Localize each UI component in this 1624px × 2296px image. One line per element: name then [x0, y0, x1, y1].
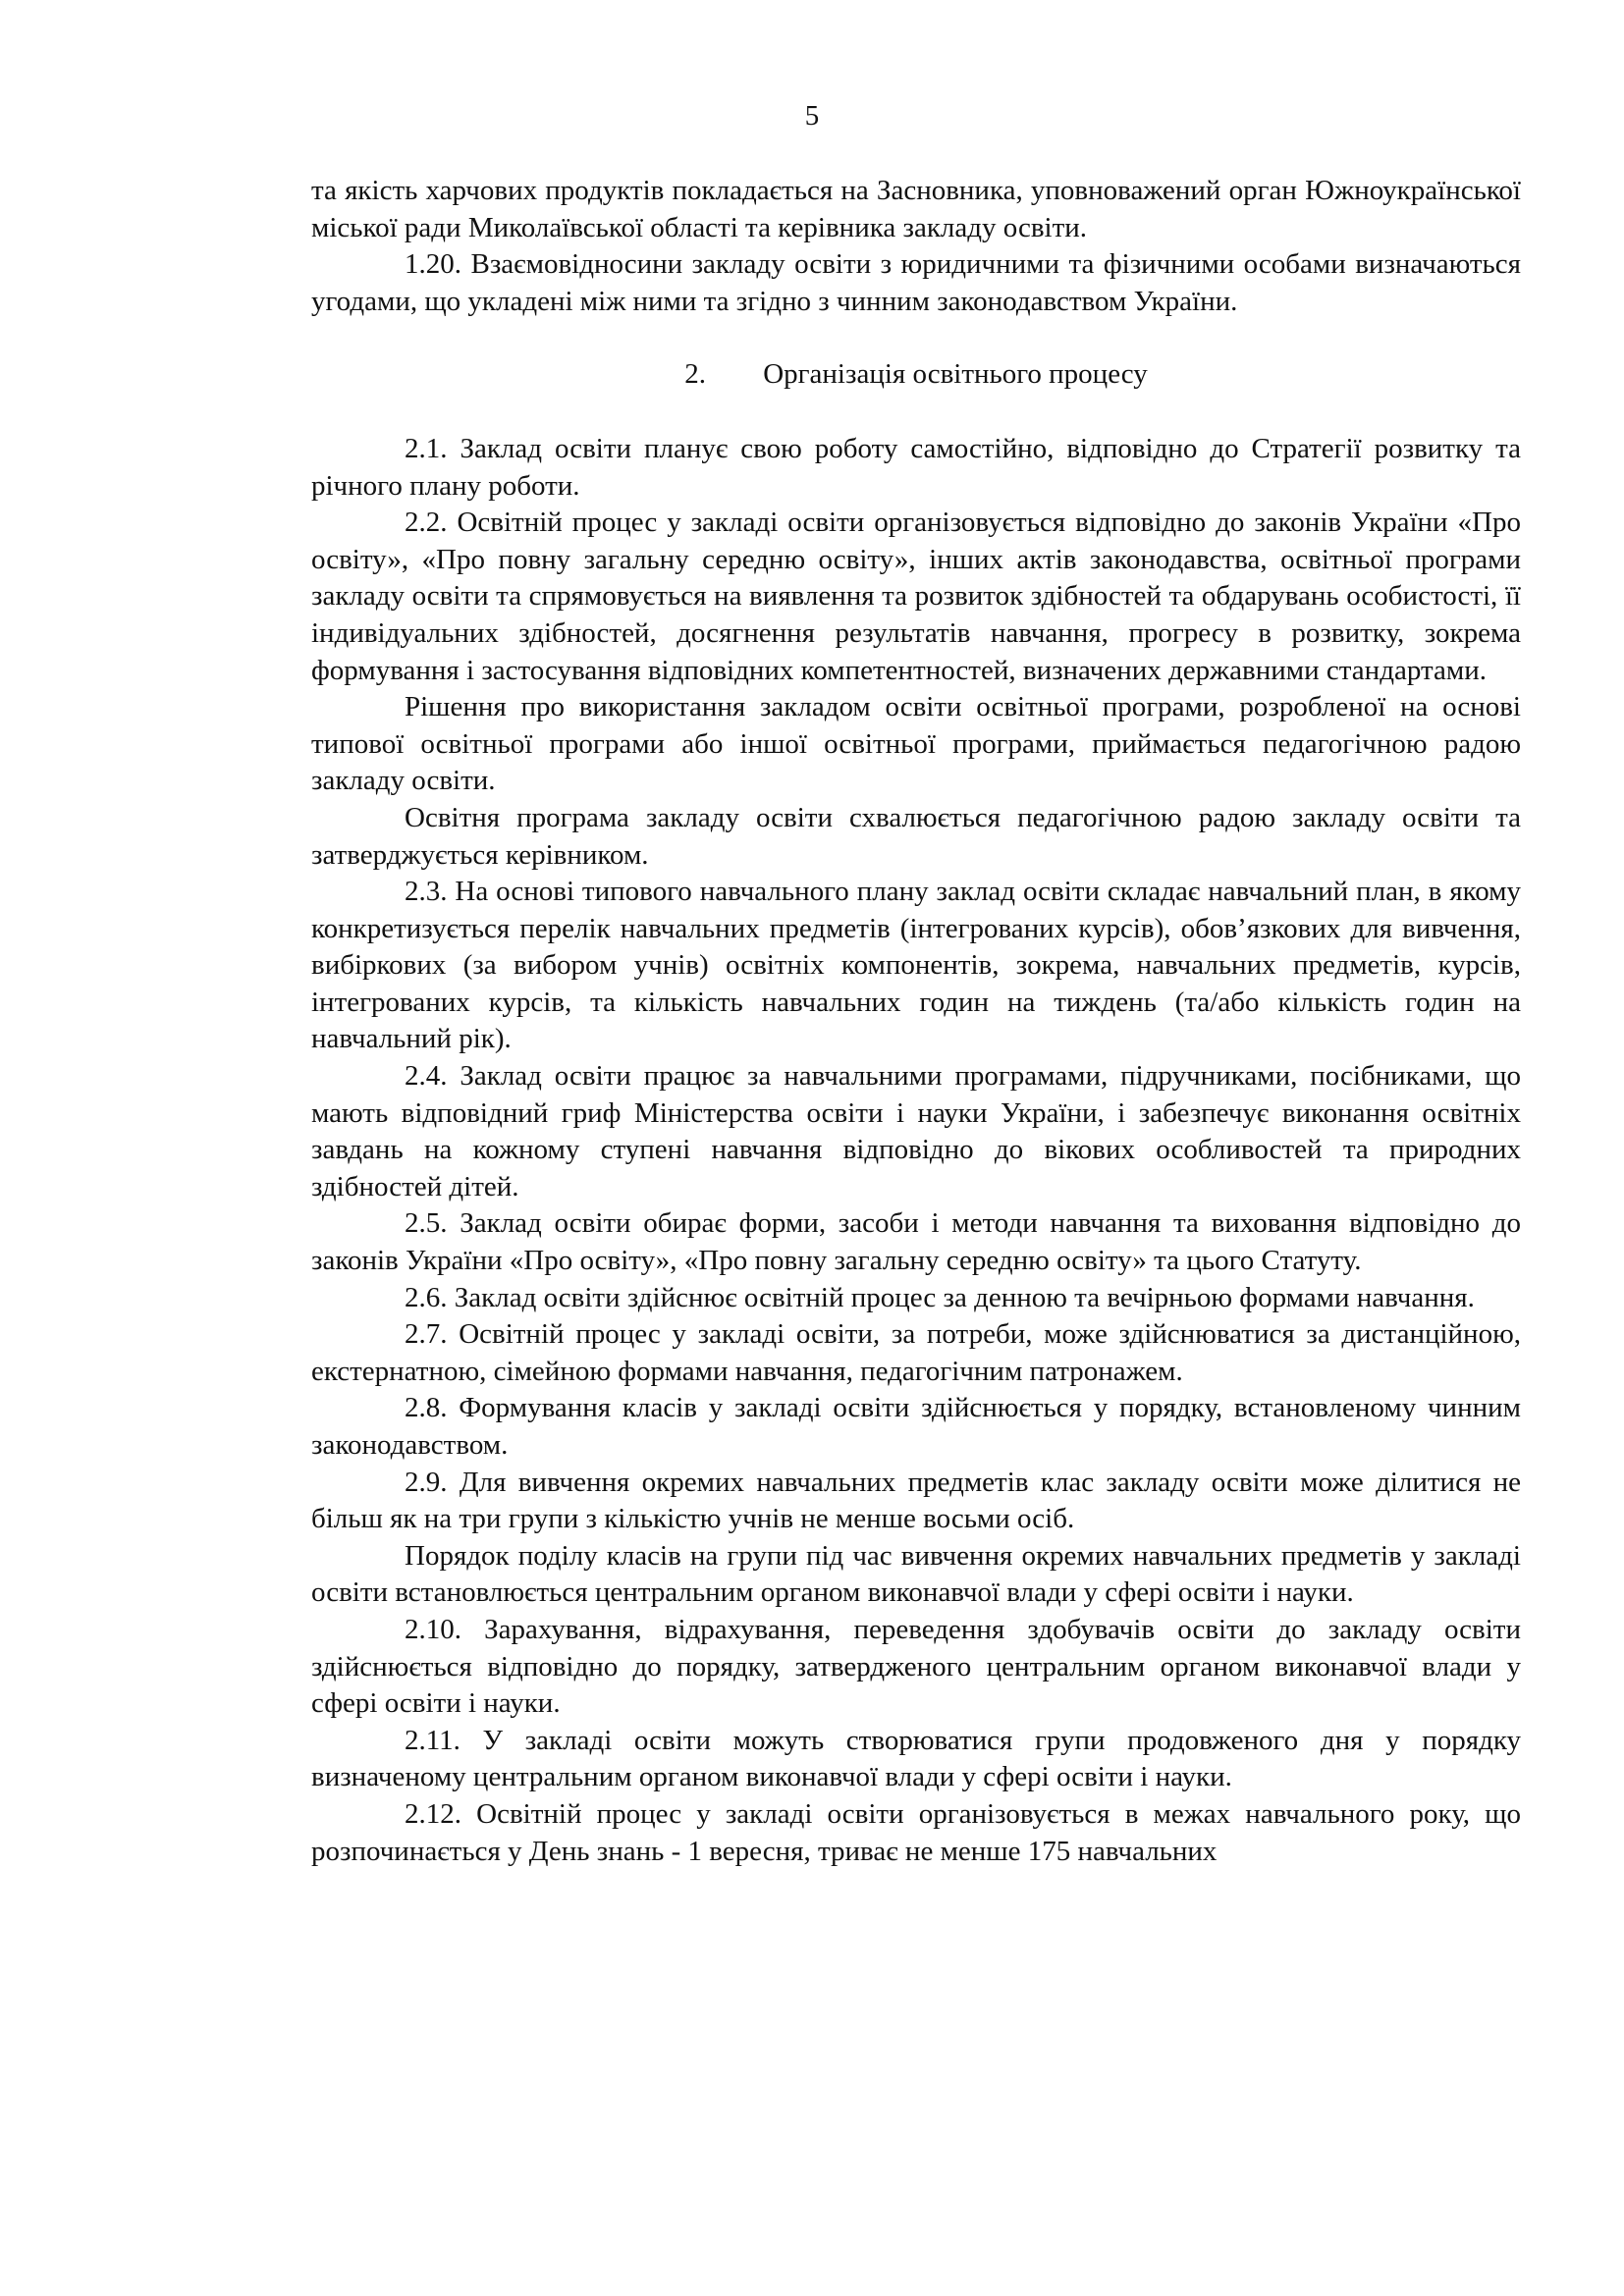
- paragraph: 1.20. Взаємовідносини закладу освіти з юридичними та фізичними особами визначаються угодами, що укладені між ними та згідно з чинним законодавством України.: [311, 248, 1521, 317]
- paragraphs-before-section: [311, 173, 1521, 320]
- paragraph: 2.12. Освітній процес у закладі освіти організовується в межах навчального року, що розпочинається у День знань - 1 вересня, триває не менше 175 навчальних: [311, 1797, 1521, 1867]
- paragraph: та якість харчових продуктів покладається на Засновника, уповноважений орган Южноукраїнської міської ради Миколаївської області та керівника закладу освіти.: [311, 175, 1521, 243]
- paragraph: 2.9. Для вивчення окремих навчальних предметів клас закладу освіти може ділитися не більш як на три групи з кількістю учнів не менше восьми осіб.: [311, 1466, 1521, 1535]
- paragraph: Рішення про використання закладом освіти освітньої програми, розробленої на основі типової освітньої програми або іншої освітньої програми, приймається педагогічною радою закладу освіти.: [311, 691, 1521, 797]
- paragraph: 2.11. У закладі освіти можуть створюватися групи продовженого дня у порядку визначеному центральним органом виконавчої влади у сфері освіти і науки.: [311, 1724, 1521, 1793]
- page-number: 5: [804, 100, 820, 132]
- document-body: [311, 173, 1521, 1870]
- paragraph: 2.3. На основі типового навчального плану заклад освіти складає навчальний план, в якому конкретизується перелік навчальних предметів (інтегрованих курсів), обов’язкових для вивчення, вибіркових (за вибором учнів) освітніх компонентів, зокрема, навчальних предметів, курсів, інтегрованих курсів, та кількість навчальних годин на тиждень (та/або кількість годин на навчальний рік).: [311, 876, 1521, 1055]
- paragraph: 2.8. Формування класів у закладі освіти здійснюється у порядку, встановленому чинним законодавством.: [311, 1392, 1521, 1461]
- section-heading: [311, 356, 1521, 394]
- paragraph: 2.4. Заклад освіти працює за навчальними програмами, підручниками, посібниками, що мають відповідний гриф Міністерства освіти і науки України, і забезпечує виконання освітніх завдань на кожному ступені навчання відповідно до вікових особливостей та природних здібностей дітей.: [311, 1060, 1521, 1202]
- paragraph: 2.6. Заклад освіти здійснює освітній процес за денною та вечірньою формами навчання.: [405, 1281, 1475, 1313]
- paragraph: Порядок поділу класів на групи під час вивчення окремих навчальних предметів у закладі освіти встановлюється центральним органом виконавчої влади у сфері освіти і науки.: [311, 1539, 1521, 1609]
- paragraph: 2.2. Освітній процес у закладі освіти організовується відповідно до законів України «Про освіту», «Про повну загальну середню освіту», інших актів законодавства, освітньої програми закладу освіти та спрямовується на виявлення та розвиток здібностей та обдарувань особистості, її індивідуальних здібностей, досягнення результатів навчання, прогресу в розвитку, зокрема формування і застосування відповідних компетентностей, визначених державними стандартами.: [311, 507, 1521, 686]
- section-title: Організація освітнього процесу: [763, 358, 1148, 391]
- paragraph: 2.7. Освітній процес у закладі освіти, за потреби, може здійснюватися за дистанційною, екстернатною, сімейною формами навчання, педагогічним патронажем.: [311, 1318, 1521, 1387]
- paragraph: Освітня програма закладу освіти схвалюється педагогічною радою закладу освіти та затверджується керівником.: [311, 801, 1521, 871]
- paragraph: 2.5. Заклад освіти обирає форми, засоби і методи навчання та виховання відповідно до законів України «Про освіту», «Про повну загальну середню освіту» та цього Статуту.: [311, 1207, 1521, 1277]
- section-number: 2.: [684, 358, 706, 391]
- paragraphs-after-section: [311, 431, 1521, 1870]
- paragraph: 2.10. Зарахування, відрахування, переведення здобувачів освіти до закладу освіти здійснюється відповідно до порядку, затвердженого центральним органом виконавчої влади у сфері освіти і науки.: [311, 1613, 1521, 1720]
- paragraph: 2.1. Заклад освіти планує свою роботу самостійно, відповідно до Стратегії розвитку та річного плану роботи.: [311, 432, 1521, 502]
